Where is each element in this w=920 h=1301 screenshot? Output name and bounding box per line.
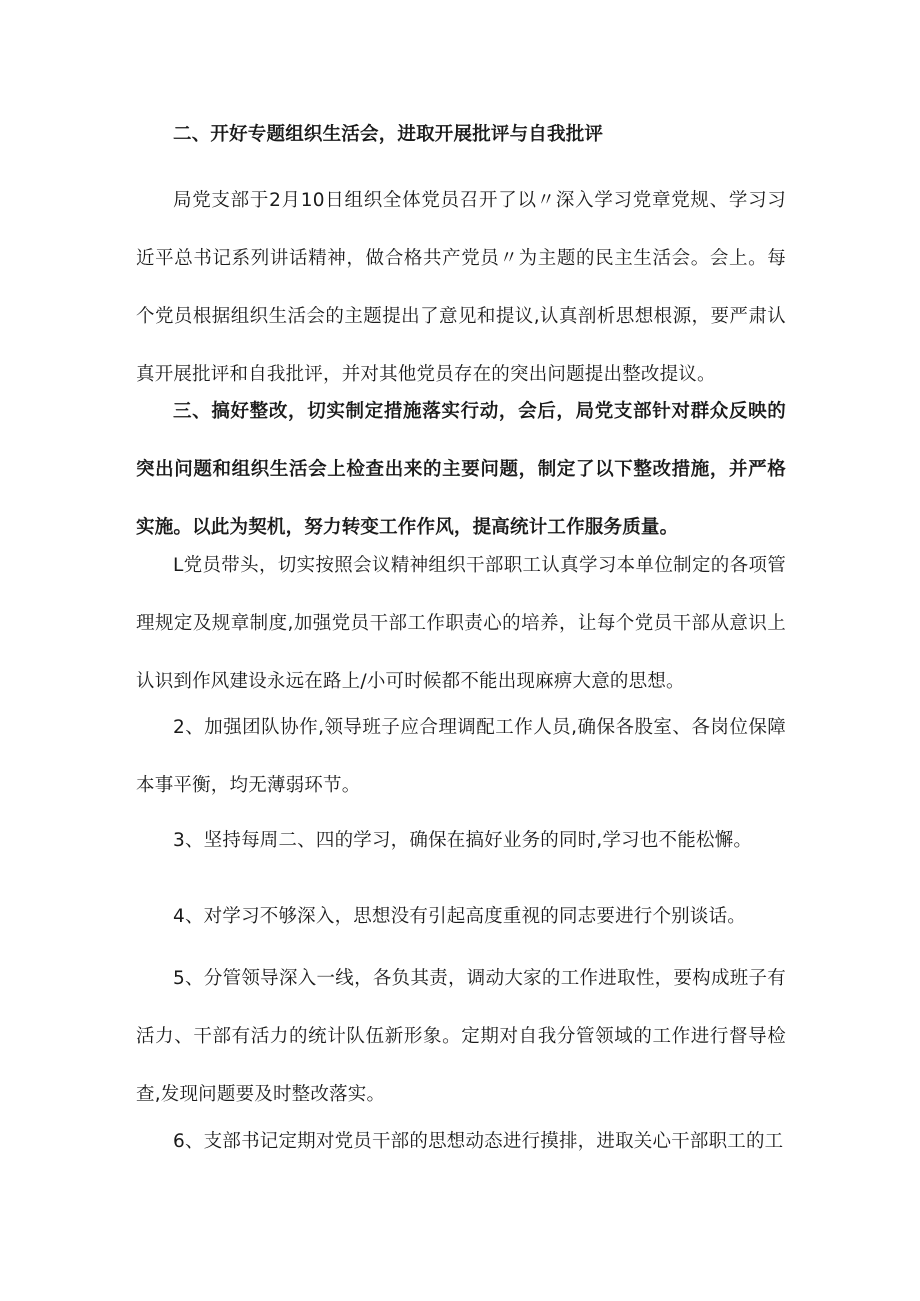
paragraph-life-meeting: 局党支部于2月10日组织全体党员召开了以〃深入学习党章党规、学习习近平总书记系列讲话精神，做合格共产党员〃为主题的民主生活会。会上。每个党员根据组织生活会的主题提出了意见和提议,认真剖析思想根源，要严肃认真开展批评和自我批评，并对其他党员存在的突出问题提出整改提议。 (136, 190, 786, 385)
list-item-3: 3、坚持每周二、四的学习，确保在搞好业务的同时,学习也不能松懈。 (173, 830, 753, 851)
list-item-2: 2、加强团队协作,领导班子应合理调配工作人员,确保各股室、各岗位保障本事平衡，均无薄弱环节。 (136, 717, 786, 796)
list-item-5: 5、分管领导深入一线，各负其责，调动大家的工作进取性，要构成班子有活力、干部有活力的统计队伍新形象。定期对自我分管领域的工作进行督导检查,发现问题要及时整改落实。 (136, 968, 786, 1105)
list-item-6: 6、支部书记定期对党员干部的思想动态进行摸排，进取关心干部职工的工 (173, 1131, 784, 1152)
section-heading-2: 二、开好专题组织生活会，进取开展批评与自我批评 (173, 124, 604, 145)
section-heading-3: 三、搞好整改，切实制定措施落实行动，会后，局党支部针对群众反映的突出问题和组织生活会上检查出来的主要问题，制定了以下整改措施，并严格实施。以此为契机，努力转变工作作风，提高统计工作服务质量。 (136, 401, 786, 538)
list-item-1: L党员带头，切实按照会议精神组织干部职工认真学习本单位制定的各项管理规定及规章制度,加强党员干部工作职责心的培养，让每个党员干部从意识上认识到作风建设永远在路上/小可时候都不能出现麻痹大意的思想。 (136, 555, 786, 692)
list-item-4: 4、对学习不够深入，思想没有引起高度重视的同志要进行个别谈话。 (173, 906, 746, 927)
